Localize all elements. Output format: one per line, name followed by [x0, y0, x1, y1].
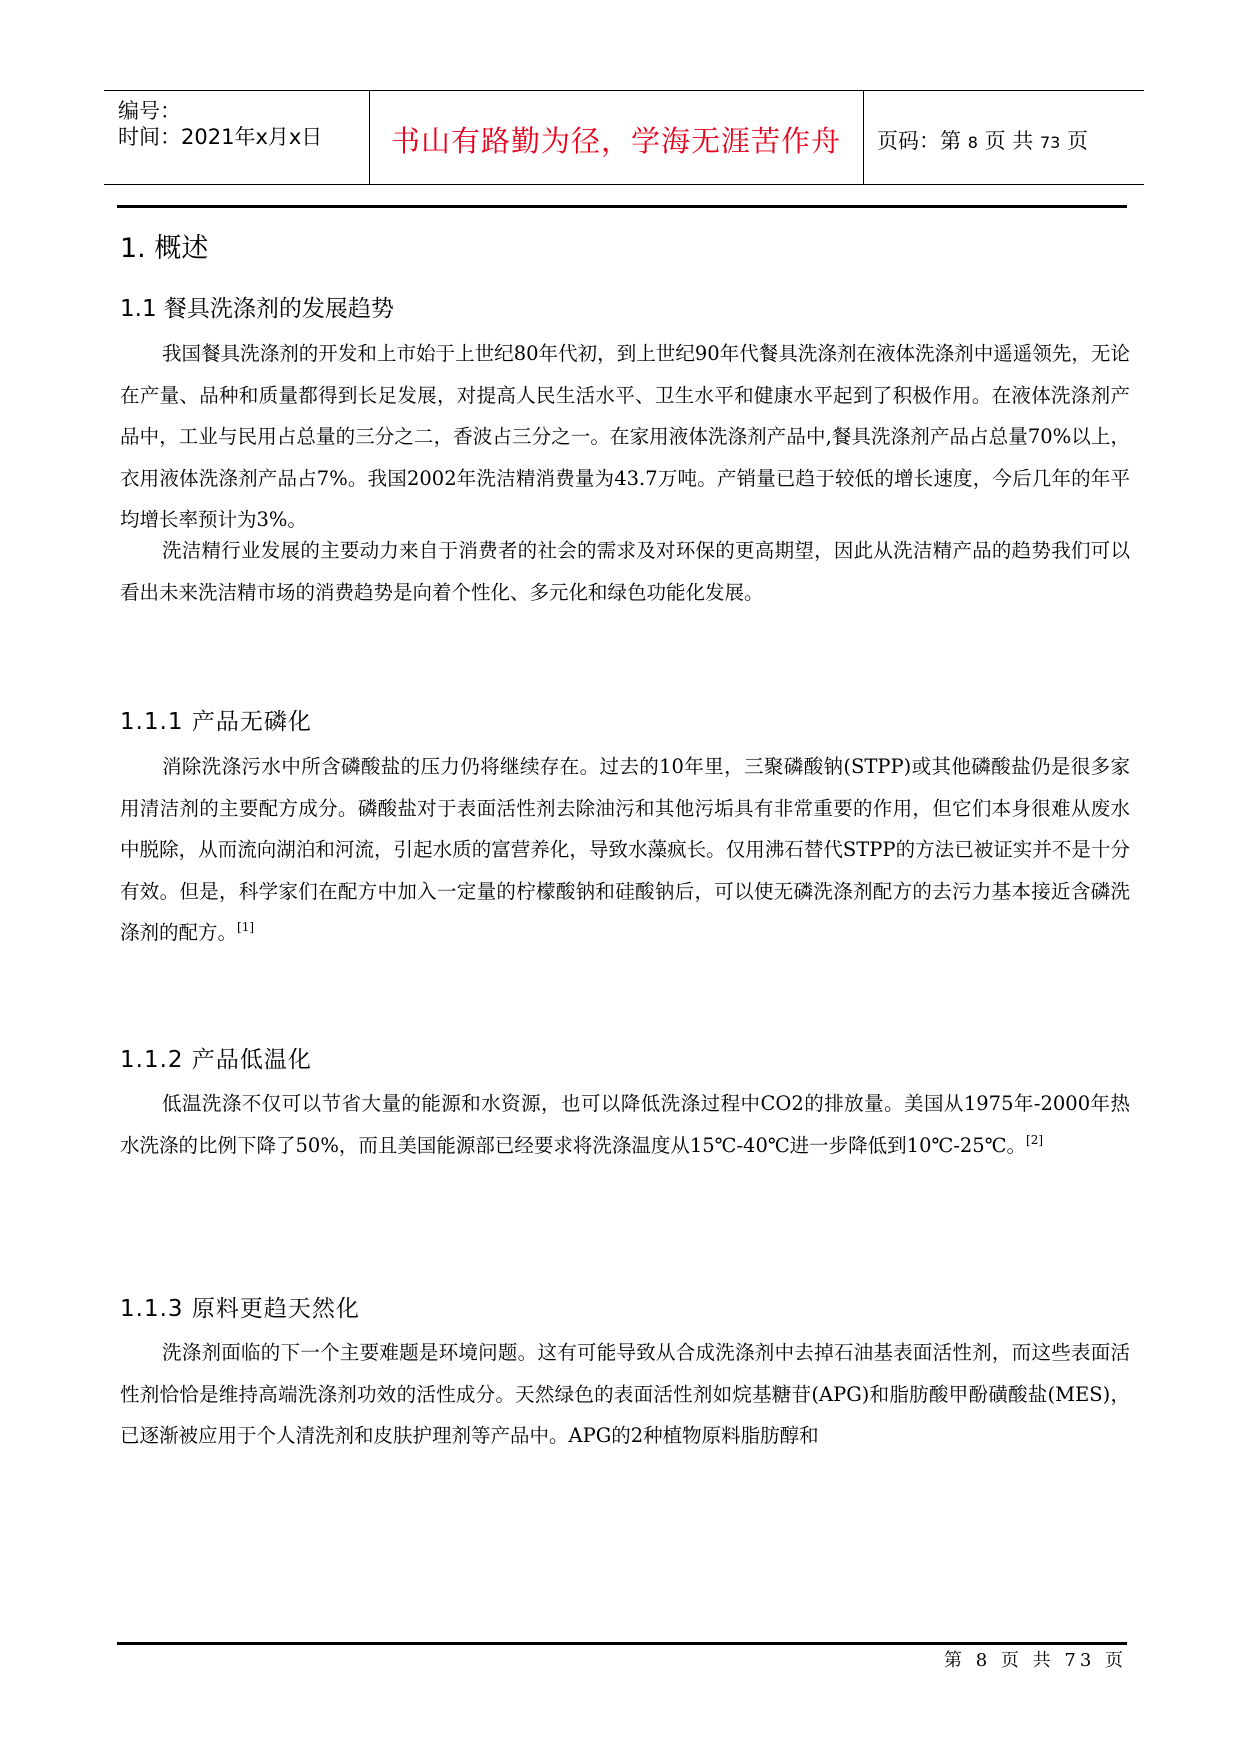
section-heading-1-1-3: 1.1.3 原料更趋天然化: [120, 1296, 360, 1322]
page-current: 8: [967, 133, 978, 152]
paragraph-phosphate-free: [120, 746, 1130, 954]
paragraph-phosphate-free-text: 消除洗涤污水中所含磷酸盐的压力仍将继续存在。过去的10年里，三聚磷酸钠(STPP)或其他磷酸盐仍是很多家用清洁剂的主要配方成分。磷酸盐对于表面活性剂去除油污和其他污垢具有非常重要的作用，但它们本身很难从废水中脱除，从而流向湖泊和河流，引起水质的富营养化，导致水藻疯长。仅用沸石替代STPP的方法已被证实并不是十分有效。但是，科学家们在配方中加入一定量的柠檬酸钠和硅酸钠后，可以使无磷洗涤剂配方的去污力基本接近含磷洗涤剂的配方。: [120, 755, 1130, 944]
document-number-label: 编号：: [118, 99, 181, 123]
header-page-cell: [863, 91, 1144, 184]
reference-2: [2]: [1026, 1132, 1044, 1147]
paragraph-development-trend: 我国餐具洗涤剂的开发和上市始于上世纪80年代初，到上世纪90年代餐具洗涤剂在液体洗涤剂中遥遥领先，无论在产量、品种和质量都得到长足发展，对提高人民生活水平、卫生水平和健康水平起到了积极作用。在液体洗涤剂产品中，工业与民用占总量的三分之二，香波占三分之一。在家用液体洗涤剂产品中,餐具洗涤剂产品占总量70%以上，衣用液体洗涤剂产品占7%。我国2002年洗洁精消费量为43.7万吨。产销量已趋于较低的增长速度，今后几年的年平均增长率预计为3%。: [120, 342, 1130, 531]
paragraph-natural-materials: 洗涤剂面临的下一个主要难题是环境问题。这有可能导致从合成洗涤剂中去掉石油基表面活性剂，而这些表面活性剂恰恰是维持高端洗涤剂功效的活性成分。天然绿色的表面活性剂如烷基糖苷(APG)和脂肪酸甲酚磺酸盐(MES)，已逐渐被应用于个人清洗剂和皮肤护理剂等产品中。APG的2种植物原料脂肪醇和: [120, 1341, 1130, 1447]
footer-divider: [117, 1642, 1127, 1645]
section-heading-1: 1. 概述: [120, 233, 209, 264]
page-total: 73: [1039, 133, 1061, 152]
header-page-info: [877, 125, 1088, 155]
reference-1: [1]: [237, 920, 255, 934]
header-meta-cell: [104, 91, 370, 184]
page-mid: 页 共: [984, 129, 1034, 153]
page-header: [104, 90, 1144, 185]
page-prefix: 页码：第: [877, 129, 961, 153]
document-time-label: 时间：2021年x月x日: [118, 125, 323, 149]
header-motto-cell: [369, 91, 864, 184]
section-heading-1-1-2: 1.1.2 产品低温化: [120, 1047, 312, 1073]
header-motto: 书山有路勤为径，学海无涯苦作舟: [390, 124, 841, 158]
paragraph-low-temperature-text: 低温洗涤不仅可以节省大量的能源和水资源，也可以降低洗涤过程中CO2的排放量。美国从1975年-2000年热水洗涤的比例下降了50%，而且美国能源部已经要求将洗涤温度从15℃-40℃进一步降低到10℃-25℃。: [120, 1092, 1130, 1157]
paragraph-industry-drivers: 洗洁精行业发展的主要动力来自于消费者的社会的需求及对环保的更高期望，因此从洗洁精产品的趋势我们可以看出未来洗洁精市场的消费趋势是向着个性化、多元化和绿色功能化发展。: [120, 539, 1130, 604]
page-suffix: 页: [1066, 129, 1088, 153]
section-heading-1-1-1: 1.1.1 产品无磷化: [120, 709, 312, 735]
header-divider: [117, 205, 1127, 208]
section-heading-1-1: 1.1 餐具洗涤剂的发展趋势: [120, 296, 394, 322]
footer-page-number: 第 8 页 共 73 页: [944, 1650, 1127, 1671]
paragraph-low-temperature: [120, 1083, 1130, 1166]
